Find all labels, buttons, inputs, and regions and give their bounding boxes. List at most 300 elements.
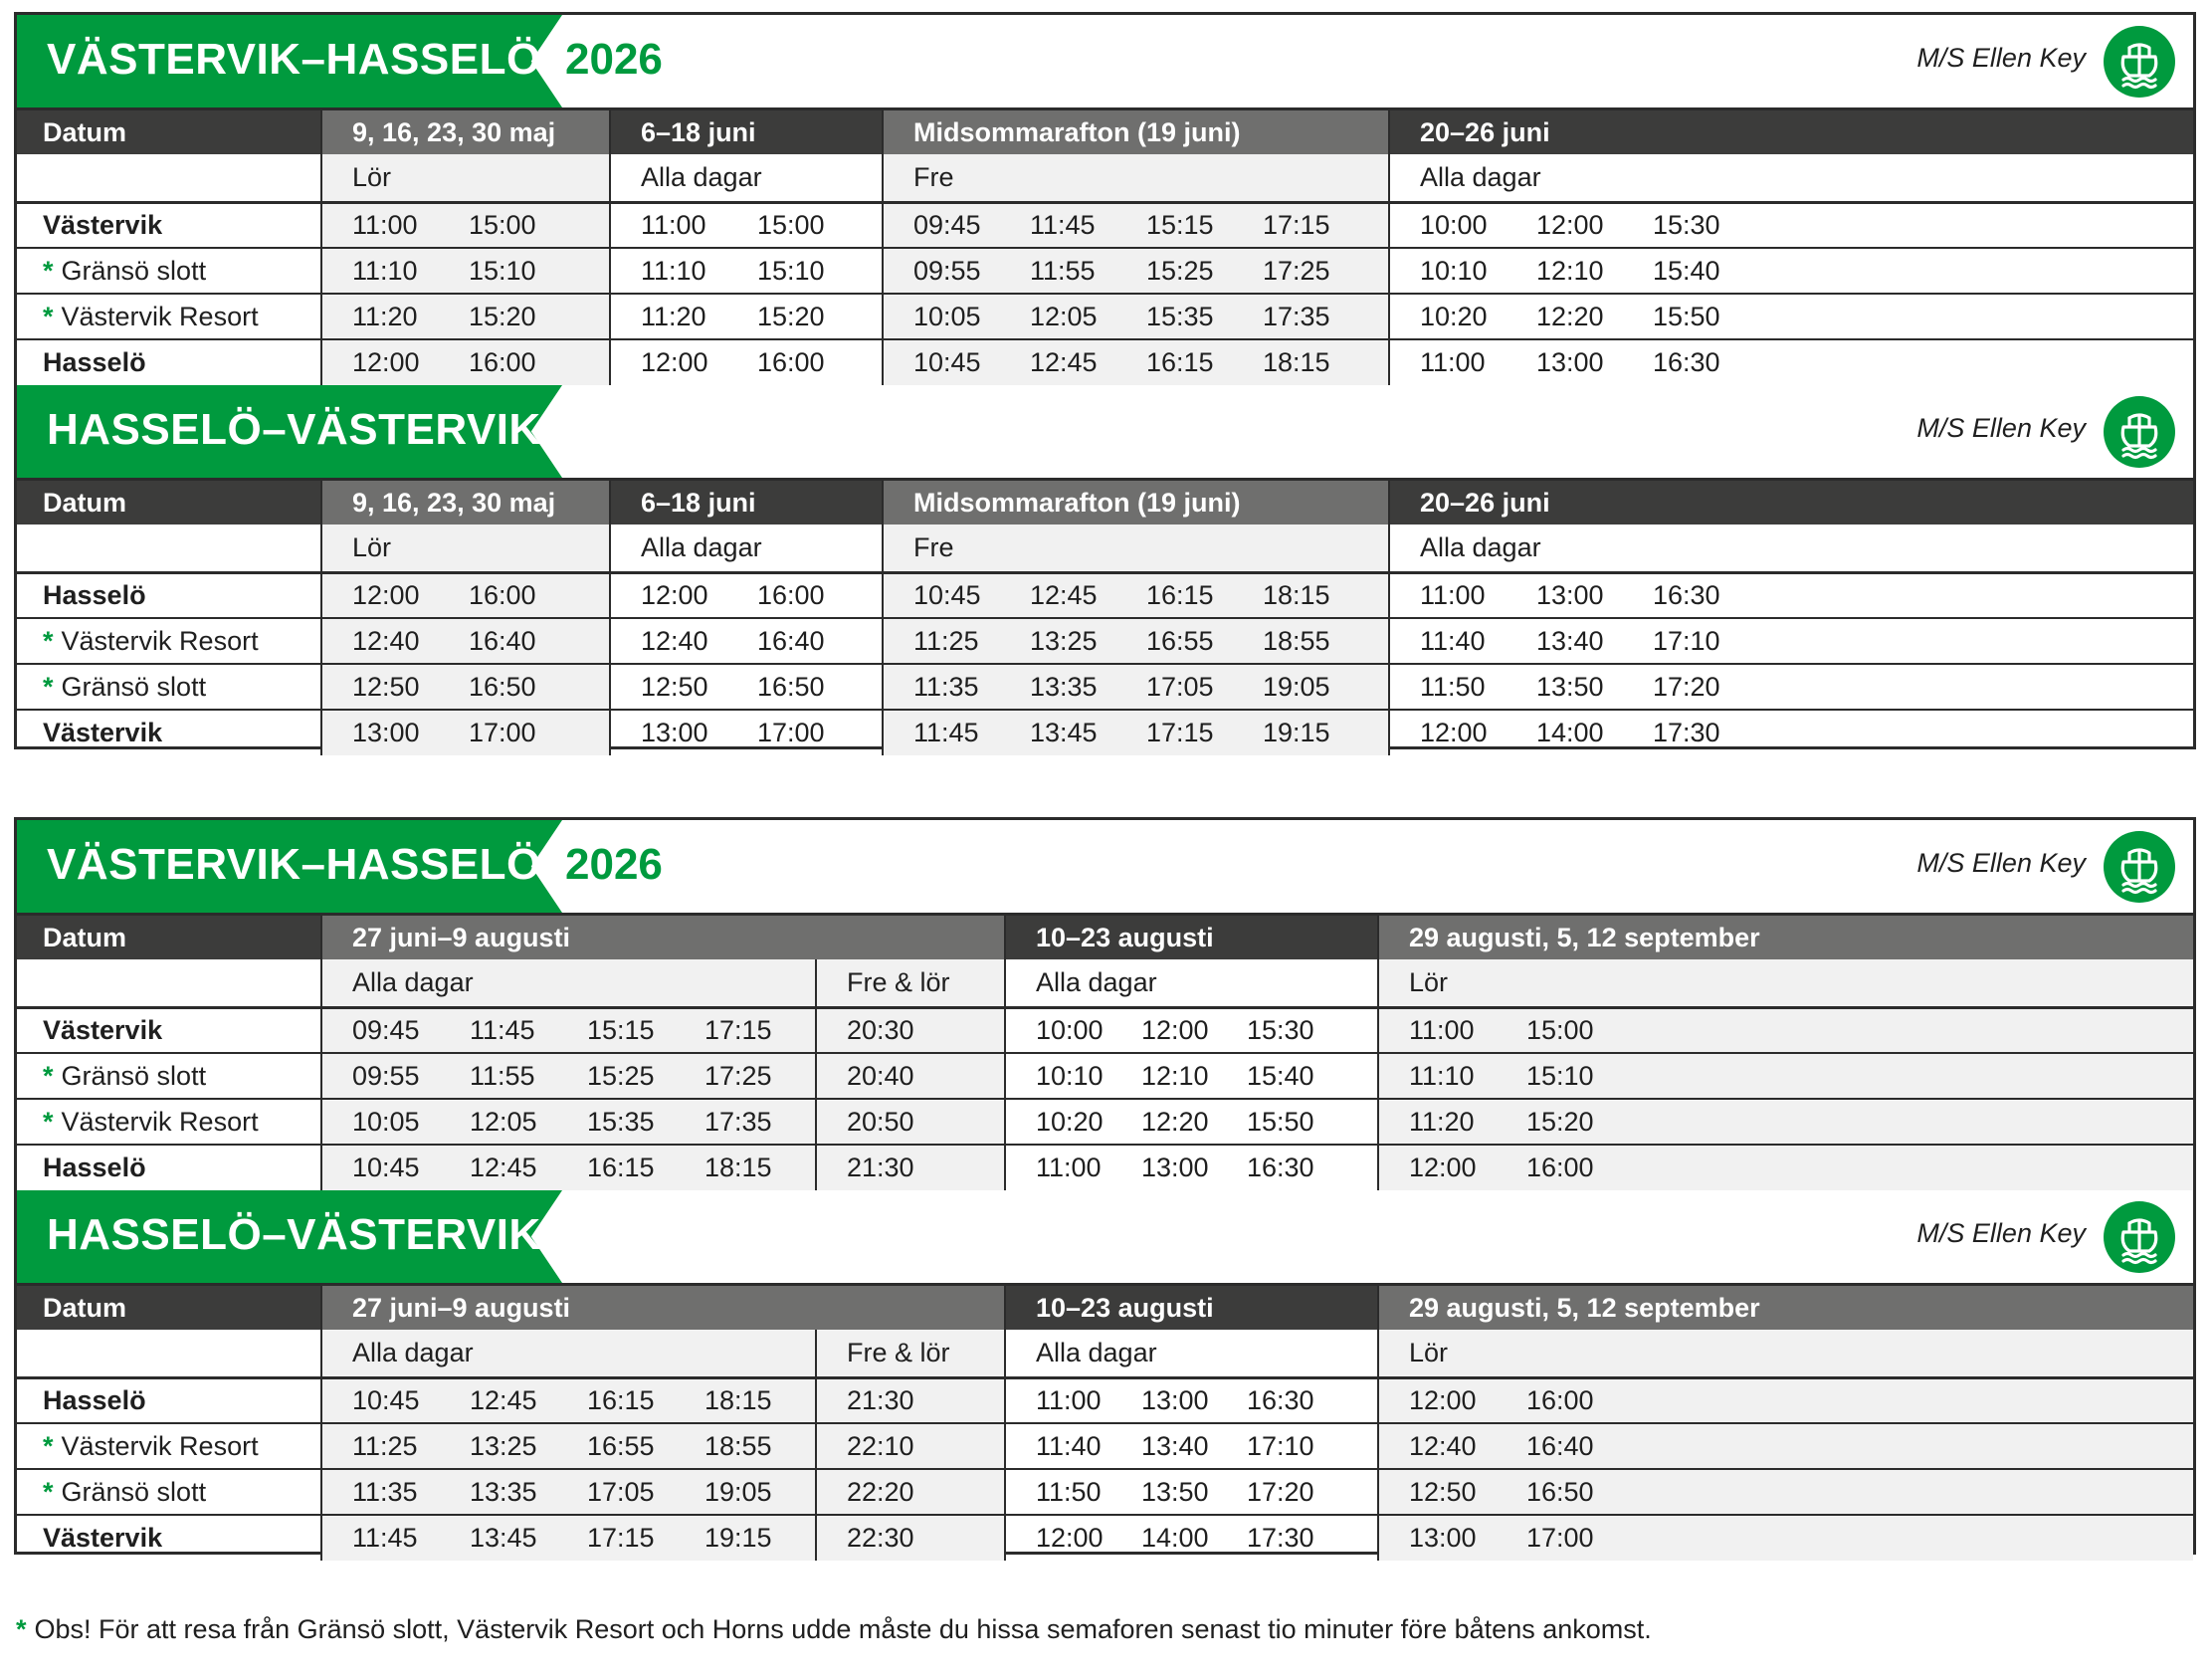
departure-times-cell [610, 710, 883, 755]
departure-times-cell [816, 1515, 1005, 1561]
stop-row [17, 294, 2193, 339]
departure-time: 19:05 [704, 1476, 772, 1507]
ship-name: M/S Ellen Key [1916, 848, 2086, 878]
stop-name: Västervik [43, 718, 163, 747]
departure-time: 17:30 [1653, 718, 1720, 747]
departure-time: 10:20 [1420, 301, 1488, 331]
departure-time: 18:15 [1263, 579, 1330, 610]
empty-cell [17, 959, 321, 1007]
weekday-row [17, 959, 2193, 1007]
route-title: HASSELÖ–VÄSTERVIK [47, 405, 541, 454]
departure-time: 09:55 [913, 255, 981, 286]
departure-time: 22:20 [847, 1476, 914, 1507]
stop-name: Västervik Resort [61, 1430, 259, 1461]
stop-name-cell [17, 1423, 321, 1469]
stop-name-cell [17, 1515, 321, 1561]
departure-time: 12:05 [1030, 301, 1098, 331]
route-banner [17, 820, 2193, 916]
departure-time: 11:45 [470, 1014, 535, 1045]
departure-time: 11:50 [1420, 671, 1486, 702]
departure-time: 14:00 [1141, 1523, 1209, 1553]
stop-name: Västervik Resort [61, 301, 259, 331]
departure-time: 16:00 [1526, 1384, 1594, 1415]
departure-time: 10:45 [352, 1153, 420, 1182]
departure-time: 19:05 [1263, 671, 1330, 702]
departure-time: 13:45 [470, 1523, 537, 1553]
departure-time: 16:15 [1146, 347, 1214, 377]
period-label: 6–18 juni [610, 110, 883, 154]
departure-time: 13:35 [1030, 671, 1098, 702]
departure-times-cell [1378, 1053, 2193, 1099]
departure-times-cell [321, 1053, 816, 1099]
empty-cell [17, 525, 321, 572]
weekday-label: Lör [1378, 959, 2193, 1007]
departure-time: 16:15 [1146, 579, 1214, 610]
stop-row [17, 1145, 2193, 1190]
timetable [17, 481, 2193, 755]
departure-times-cell [321, 202, 610, 248]
departure-time: 15:25 [587, 1060, 655, 1091]
departure-time: 15:15 [1146, 209, 1214, 240]
year-label: 2026 [565, 840, 663, 889]
departure-time: 12:05 [470, 1106, 537, 1137]
route-title: HASSELÖ–VÄSTERVIK [47, 1210, 541, 1259]
departure-time: 15:10 [1526, 1060, 1594, 1091]
departure-time: 10:10 [1420, 255, 1488, 286]
departure-time: 17:05 [1146, 671, 1214, 702]
departure-time: 12:45 [470, 1384, 537, 1415]
stop-name-cell [17, 664, 321, 710]
departure-time: 15:25 [1146, 255, 1214, 286]
stop-name-cell [17, 1469, 321, 1515]
stop-row [17, 202, 2193, 248]
departure-times-cell [1005, 1053, 1378, 1099]
stop-row [17, 1469, 2193, 1515]
ship-name: M/S Ellen Key [1916, 413, 2086, 443]
departure-time: 11:00 [1409, 1014, 1475, 1045]
stop-name-cell [17, 202, 321, 248]
weekday-label: Lör [1378, 1330, 2193, 1377]
departure-time: 15:00 [1526, 1014, 1594, 1045]
stop-row [17, 248, 2193, 294]
departure-time: 15:20 [757, 301, 825, 331]
departure-time: 12:40 [641, 625, 708, 656]
stop-name: Gränsö slott [61, 1476, 207, 1507]
weekday-row [17, 1330, 2193, 1377]
semaphore-asterisk-icon: * [43, 1476, 54, 1507]
departure-time: 13:50 [1536, 671, 1604, 702]
departure-times-cell [816, 1099, 1005, 1145]
timetable-block-may-june [14, 12, 2196, 749]
departure-time: 16:50 [757, 671, 825, 702]
departure-time: 19:15 [704, 1523, 772, 1553]
period-label: 20–26 juni [1389, 110, 2193, 154]
departure-time: 13:00 [1141, 1384, 1209, 1415]
departure-time: 13:40 [1536, 625, 1604, 656]
departure-time: 16:00 [1526, 1153, 1594, 1182]
departure-times-cell [1389, 710, 2193, 755]
departure-times-cell [321, 664, 610, 710]
weekday-label: Lör [321, 525, 610, 572]
route-banner [17, 385, 2193, 481]
departure-times-cell [883, 202, 1389, 248]
departure-time: 11:00 [1420, 579, 1486, 610]
departure-time: 11:00 [1036, 1384, 1102, 1415]
departure-times-cell [610, 294, 883, 339]
year-label: 2026 [565, 35, 663, 84]
stop-name: Hasselö [43, 1384, 146, 1415]
period-label: 10–23 augusti [1005, 1286, 1378, 1330]
boat-icon [2104, 396, 2175, 468]
departure-time: 12:10 [1536, 255, 1604, 286]
period-label: Midsommarafton (19 juni) [883, 481, 1389, 525]
departure-times-cell [1378, 1423, 2193, 1469]
departure-time: 10:00 [1420, 209, 1488, 240]
stop-row [17, 664, 2193, 710]
departure-times-cell [610, 202, 883, 248]
departure-time: 17:15 [587, 1523, 655, 1553]
departure-time: 15:20 [469, 301, 536, 331]
departure-time: 11:00 [352, 209, 418, 240]
departure-time: 13:00 [1536, 579, 1604, 610]
departure-time: 16:40 [1526, 1430, 1594, 1461]
departure-time: 18:55 [1263, 625, 1330, 656]
departure-time: 15:15 [587, 1014, 655, 1045]
departure-time: 18:55 [704, 1430, 772, 1461]
departure-time: 17:20 [1247, 1476, 1314, 1507]
departure-times-cell [321, 618, 610, 664]
departure-time: 10:45 [352, 1384, 420, 1415]
departure-times-cell [1378, 1377, 2193, 1423]
departure-time: 11:45 [352, 1523, 418, 1553]
departure-time: 12:00 [1409, 1384, 1477, 1415]
departure-times-cell [816, 1469, 1005, 1515]
timetable [17, 1286, 2193, 1561]
departure-times-cell [1378, 1099, 2193, 1145]
departure-time: 10:20 [1036, 1106, 1104, 1137]
stop-name-cell [17, 572, 321, 618]
stop-name-cell [17, 1377, 321, 1423]
stop-row [17, 339, 2193, 385]
departure-time: 15:35 [587, 1106, 655, 1137]
weekday-label: Alla dagar [610, 525, 883, 572]
departure-time: 10:05 [352, 1106, 420, 1137]
departure-times-cell [610, 664, 883, 710]
departure-times-cell [321, 248, 610, 294]
departure-time: 10:10 [1036, 1060, 1104, 1091]
stop-name-cell [17, 1053, 321, 1099]
departure-time: 16:00 [469, 579, 536, 610]
departure-time: 11:00 [1420, 347, 1486, 377]
departure-time: 12:00 [352, 579, 420, 610]
semaphore-asterisk-icon: * [43, 671, 54, 702]
departure-times-cell [1005, 1469, 1378, 1515]
departure-times-cell [883, 710, 1389, 755]
weekday-label: Fre [883, 154, 1389, 202]
route-title: VÄSTERVIK–HASSELÖ [47, 840, 541, 889]
departure-time: 17:15 [1263, 209, 1330, 240]
stop-row [17, 1423, 2193, 1469]
departure-time: 12:50 [1409, 1476, 1477, 1507]
semaphore-asterisk-icon: * [43, 625, 54, 656]
departure-time: 11:10 [352, 255, 418, 286]
boat-icon [2104, 1201, 2175, 1273]
period-label: 9, 16, 23, 30 maj [321, 481, 610, 525]
departure-time: 17:00 [1526, 1523, 1594, 1553]
route-title: VÄSTERVIK–HASSELÖ [47, 35, 541, 84]
weekday-label: Alla dagar [321, 959, 816, 1007]
departure-time: 13:40 [1141, 1430, 1209, 1461]
departure-time: 17:35 [704, 1106, 772, 1137]
departure-times-cell [816, 1007, 1005, 1053]
timetable [17, 916, 2193, 1190]
departure-time: 20:40 [847, 1060, 914, 1091]
departure-time: 16:00 [757, 579, 825, 610]
departure-time: 12:45 [1030, 347, 1098, 377]
stop-name: Gränsö slott [61, 1060, 207, 1091]
boat-icon [2104, 831, 2175, 903]
departure-time: 12:40 [1409, 1430, 1477, 1461]
footnote-text: Obs! För att resa från Gränsö slott, Västervik Resort och Horns udde måste du hissa semaforen senast tio minuter före båtens ankomst. [34, 1614, 1652, 1644]
departure-time: 11:00 [1036, 1153, 1102, 1182]
stop-name: Västervik [43, 1523, 163, 1553]
departure-time: 17:00 [469, 718, 536, 747]
boat-icon [2104, 831, 2175, 903]
stop-row [17, 1053, 2193, 1099]
departure-time: 15:50 [1653, 301, 1720, 331]
weekday-label: Lör [321, 154, 610, 202]
stop-name: Hasselö [43, 579, 146, 610]
departure-time: 11:55 [470, 1060, 535, 1091]
departure-times-cell [321, 294, 610, 339]
departure-times-cell [1389, 664, 2193, 710]
stop-row [17, 1099, 2193, 1145]
departure-time: 13:00 [1141, 1153, 1209, 1182]
stop-name-cell [17, 710, 321, 755]
departure-time: 16:15 [587, 1384, 655, 1415]
departure-times-cell [1378, 1145, 2193, 1190]
departure-time: 09:45 [913, 209, 981, 240]
departure-times-cell [321, 1377, 816, 1423]
departure-times-cell [321, 339, 610, 385]
departure-times-cell [321, 572, 610, 618]
period-label: 29 augusti, 5, 12 september [1378, 916, 2193, 959]
departure-time: 19:15 [1263, 718, 1330, 747]
departure-time: 11:45 [913, 718, 979, 747]
departure-time: 15:40 [1653, 255, 1720, 286]
departure-time: 11:20 [1409, 1106, 1475, 1137]
period-label: 27 juni–9 augusti [321, 916, 1005, 959]
departure-time: 10:05 [913, 301, 981, 331]
weekday-label: Alla dagar [1005, 959, 1378, 1007]
stop-name-cell [17, 1099, 321, 1145]
departure-time: 11:25 [913, 625, 979, 656]
departure-times-cell [883, 618, 1389, 664]
departure-times-cell [883, 294, 1389, 339]
stop-name: Gränsö slott [61, 671, 207, 702]
departure-time: 11:35 [352, 1476, 418, 1507]
departure-time: 12:00 [1409, 1153, 1477, 1182]
stop-name: Västervik Resort [61, 625, 259, 656]
departure-times-cell [321, 1423, 816, 1469]
departure-time: 12:00 [641, 347, 708, 377]
stop-name: Västervik [43, 209, 163, 240]
departure-times-cell [1378, 1515, 2193, 1561]
departure-times-cell [610, 339, 883, 385]
stop-row [17, 618, 2193, 664]
boat-icon [2104, 396, 2175, 468]
departure-time: 13:00 [1409, 1523, 1477, 1553]
period-label: 20–26 juni [1389, 481, 2193, 525]
datum-label: Datum [17, 916, 321, 959]
departure-time: 15:00 [469, 209, 536, 240]
departure-time: 13:00 [352, 718, 420, 747]
route-banner [17, 1190, 2193, 1286]
departure-times-cell [816, 1145, 1005, 1190]
timetable [17, 110, 2193, 385]
departure-times-cell [1005, 1099, 1378, 1145]
departure-time: 18:15 [704, 1384, 772, 1415]
departure-times-cell [1005, 1145, 1378, 1190]
weekday-label: Alla dagar [321, 1330, 816, 1377]
departure-times-cell [816, 1377, 1005, 1423]
weekday-label: Alla dagar [1005, 1330, 1378, 1377]
departure-time: 15:20 [1526, 1106, 1594, 1137]
weekday-label: Alla dagar [1389, 525, 2193, 572]
departure-time: 12:45 [1030, 579, 1098, 610]
stop-row [17, 572, 2193, 618]
stop-name-cell [17, 339, 321, 385]
departure-time: 17:15 [1146, 718, 1214, 747]
departure-times-cell [321, 1145, 816, 1190]
stop-name: Västervik [43, 1014, 163, 1045]
departure-time: 16:30 [1247, 1384, 1314, 1415]
departure-time: 11:40 [1420, 625, 1486, 656]
departure-time: 10:45 [913, 347, 981, 377]
weekday-label: Fre [883, 525, 1389, 572]
departure-time: 12:00 [1141, 1014, 1209, 1045]
departure-times-cell [1389, 202, 2193, 248]
departure-time: 12:00 [1420, 718, 1488, 747]
stop-row [17, 1007, 2193, 1053]
departure-times-cell [610, 572, 883, 618]
departure-times-cell [1005, 1515, 1378, 1561]
departure-time: 10:00 [1036, 1014, 1104, 1045]
period-label: 6–18 juni [610, 481, 883, 525]
departure-times-cell [1389, 572, 2193, 618]
departure-times-cell [321, 1099, 816, 1145]
weekday-row [17, 525, 2193, 572]
departure-time: 11:10 [1409, 1060, 1475, 1091]
datum-label: Datum [17, 1286, 321, 1330]
datum-label: Datum [17, 481, 321, 525]
departure-time: 17:25 [704, 1060, 772, 1091]
departure-times-cell [1378, 1469, 2193, 1515]
departure-time: 17:00 [757, 718, 825, 747]
departure-time: 13:25 [1030, 625, 1098, 656]
departure-time: 12:50 [352, 671, 420, 702]
departure-time: 13:00 [641, 718, 708, 747]
departure-time: 17:25 [1263, 255, 1330, 286]
departure-time: 17:35 [1263, 301, 1330, 331]
departure-time: 16:40 [757, 625, 825, 656]
route-banner [17, 15, 2193, 110]
departure-time: 14:00 [1536, 718, 1604, 747]
departure-time: 13:45 [1030, 718, 1098, 747]
departure-time: 13:35 [470, 1476, 537, 1507]
departure-times-cell [816, 1423, 1005, 1469]
period-header-row [17, 110, 2193, 154]
departure-time: 11:40 [1036, 1430, 1102, 1461]
departure-times-cell [883, 572, 1389, 618]
departure-time: 11:10 [641, 255, 706, 286]
stop-row [17, 710, 2193, 755]
departure-time: 11:20 [352, 301, 418, 331]
period-label: 9, 16, 23, 30 maj [321, 110, 610, 154]
departure-time: 13:00 [1536, 347, 1604, 377]
period-header-row [17, 916, 2193, 959]
departure-time: 15:30 [1247, 1014, 1314, 1045]
boat-icon [2104, 26, 2175, 98]
departure-time: 11:55 [1030, 255, 1096, 286]
departure-times-cell [883, 248, 1389, 294]
asterisk-icon: * [16, 1614, 27, 1644]
departure-time: 15:10 [469, 255, 536, 286]
departure-time: 17:05 [587, 1476, 655, 1507]
stop-name-cell [17, 618, 321, 664]
departure-times-cell [321, 710, 610, 755]
departure-time: 16:00 [469, 347, 536, 377]
datum-label: Datum [17, 110, 321, 154]
departure-times-cell [1005, 1007, 1378, 1053]
departure-time: 12:10 [1141, 1060, 1209, 1091]
departure-time: 17:10 [1247, 1430, 1314, 1461]
departure-time: 12:00 [1036, 1523, 1104, 1553]
stop-name: Västervik Resort [61, 1106, 259, 1137]
departure-time: 12:50 [641, 671, 708, 702]
departure-times-cell [1389, 294, 2193, 339]
departure-time: 18:15 [704, 1153, 772, 1182]
departure-time: 16:55 [1146, 625, 1214, 656]
departure-times-cell [1005, 1377, 1378, 1423]
departure-times-cell [321, 1469, 816, 1515]
period-label: 27 juni–9 augusti [321, 1286, 1005, 1330]
departure-time: 09:55 [352, 1060, 420, 1091]
departure-time: 18:15 [1263, 347, 1330, 377]
departure-time: 12:00 [1536, 209, 1604, 240]
departure-times-cell [610, 248, 883, 294]
departure-time: 16:50 [469, 671, 536, 702]
departure-time: 11:50 [1036, 1476, 1102, 1507]
departure-time: 12:00 [352, 347, 420, 377]
ship-name: M/S Ellen Key [1916, 1218, 2086, 1248]
departure-times-cell [321, 1007, 816, 1053]
departure-times-cell [816, 1053, 1005, 1099]
departure-time: 11:25 [352, 1430, 418, 1461]
departure-time: 17:15 [704, 1014, 772, 1045]
departure-time: 16:55 [587, 1430, 655, 1461]
empty-cell [17, 1330, 321, 1377]
weekday-label: Fre & lör [816, 959, 1005, 1007]
departure-time: 12:45 [470, 1153, 537, 1182]
departure-time: 11:45 [1030, 209, 1096, 240]
departure-time: 15:30 [1653, 209, 1720, 240]
departure-time: 21:30 [847, 1384, 914, 1415]
departure-time: 12:20 [1141, 1106, 1209, 1137]
departure-time: 17:20 [1653, 671, 1720, 702]
departure-times-cell [1378, 1007, 2193, 1053]
departure-time: 12:00 [641, 579, 708, 610]
